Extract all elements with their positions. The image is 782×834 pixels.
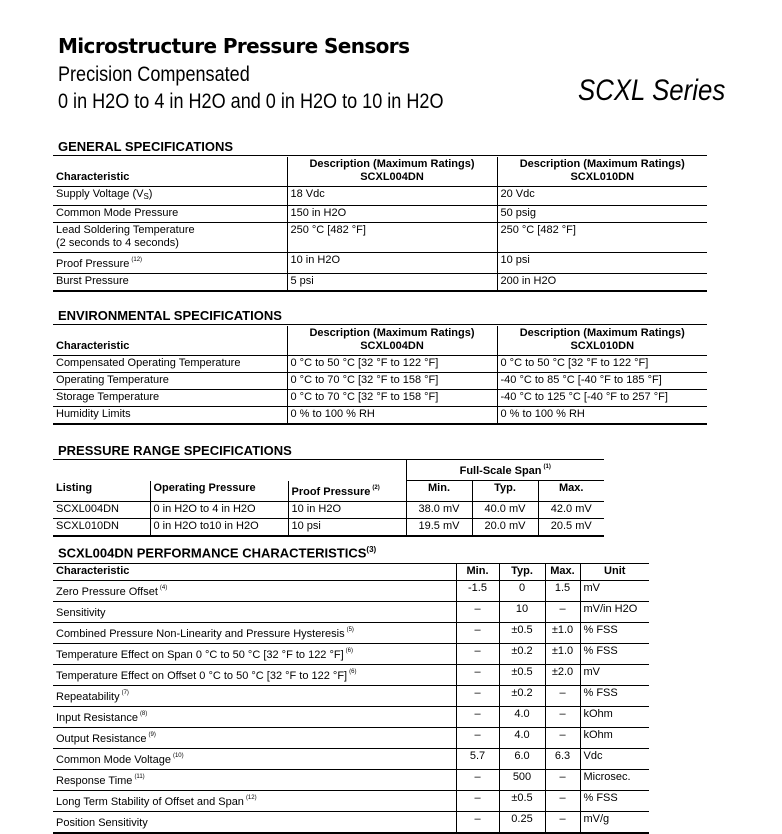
row-value-2: -40 °C to 85 °C [-40 °F to 185 °F] [497, 373, 707, 390]
footnote-ref: (6) [345, 648, 353, 654]
row-characteristic [53, 253, 287, 274]
cell-unit: mV [580, 665, 649, 686]
header-desc-2 [497, 326, 707, 356]
table-row [53, 602, 649, 623]
row-characteristic [53, 581, 456, 602]
cell-max: – [545, 770, 580, 791]
performance-table [53, 564, 649, 834]
cell-max: ±1.0 [545, 644, 580, 665]
cell-min: – [456, 623, 499, 644]
row-value-2: 200 in H2O [497, 274, 707, 292]
row-characteristic-line: Lead Soldering Temperature [56, 224, 195, 236]
footnote-ref: (8) [139, 711, 148, 717]
table-row [53, 253, 707, 274]
cell-typ: ±0.2 [499, 644, 545, 665]
cell-max: ±1.0 [545, 623, 580, 644]
header-characteristic: Characteristic [56, 171, 130, 183]
table-row [53, 644, 649, 665]
table-row [53, 206, 707, 223]
row-value-2: -40 °C to 125 °C [-40 °F to 257 °F] [497, 390, 707, 407]
cell-listing: SCXL010DN [56, 519, 119, 532]
footnote-ref: (12) [245, 795, 257, 801]
page-subtitle: Precision Compensated [58, 63, 250, 86]
table-header-row [53, 481, 604, 502]
general-specs-rule [53, 155, 707, 156]
cell-operating: 0 in H2O to10 in H2O [150, 518, 288, 536]
header-part: SCXL004DN [360, 340, 424, 352]
row-characteristic [53, 223, 287, 253]
row-characteristic-label: Temperature Effect on Offset 0 °C to 50 °C [32 °F to 122 °F] [56, 670, 348, 682]
general-specs-title: GENERAL SPECIFICATIONS [58, 139, 234, 154]
cell-max: ±2.0 [545, 665, 580, 686]
table-row [53, 770, 649, 791]
table-row [53, 581, 649, 602]
cell-typ: 4.0 [499, 707, 545, 728]
row-value-1: 250 °C [482 °F] [287, 223, 497, 253]
row-characteristic-label: Temperature Effect on Span 0 °C to 50 °C [32 °F to 122 °F] [56, 649, 344, 661]
table-row [53, 223, 707, 253]
footnote-ref: (6) [349, 669, 357, 675]
cell-typ: 4.0 [499, 728, 545, 749]
row-characteristic: Burst Pressure [56, 275, 129, 287]
full-scale-span-label: Full-Scale Span [459, 465, 542, 477]
row-characteristic: Operating Temperature [56, 374, 169, 386]
cell-typ: ±0.5 [499, 623, 545, 644]
table-row [53, 274, 707, 292]
row-characteristic [53, 812, 456, 834]
footnote-ref: (5) [346, 627, 354, 633]
cell-min: 19.5 mV [406, 518, 472, 536]
cell-min: 5.7 [456, 749, 499, 770]
table-row [53, 728, 649, 749]
cell-min: – [456, 686, 499, 707]
row-value-1: 5 psi [287, 274, 497, 292]
header-desc-label: Description (Maximum Ratings) [519, 327, 685, 339]
cell-typ: ±0.5 [499, 791, 545, 812]
header-full-scale-span [406, 460, 604, 481]
row-characteristic-label: Input Resistance [56, 712, 138, 724]
row-value-1: 0 °C to 50 °C [32 °F to 122 °F] [287, 356, 497, 373]
header-characteristic: Characteristic [56, 340, 130, 352]
row-characteristic [53, 770, 456, 791]
cell-max: – [545, 791, 580, 812]
footnote-ref: (10) [172, 753, 184, 759]
row-characteristic [53, 665, 456, 686]
cell-unit: % FSS [580, 791, 649, 812]
header-part: SCXL010DN [570, 340, 635, 352]
footnote-ref: (3) [366, 545, 377, 554]
row-value-2: 20 Vdc [497, 187, 707, 206]
cell-typ: ±0.2 [499, 686, 545, 707]
row-characteristic [53, 187, 287, 206]
row-characteristic-label: Zero Pressure Offset [56, 586, 158, 598]
table-header-row [53, 460, 604, 481]
cell-min: 38.0 mV [406, 501, 472, 518]
cell-max: – [545, 812, 580, 834]
table-header-row [53, 157, 707, 187]
table-row [53, 707, 649, 728]
header-proof-pressure [288, 481, 406, 502]
cell-typ: 500 [499, 770, 545, 791]
row-value-1: 0 % to 100 % RH [287, 407, 497, 425]
header-part: SCXL004DN [360, 171, 424, 183]
cell-unit: % FSS [580, 686, 649, 707]
row-characteristic-label: Common Mode Voltage [56, 754, 171, 766]
header-typ: Typ. [472, 481, 538, 502]
row-characteristic: Humidity Limits [56, 408, 131, 420]
cell-max: – [545, 602, 580, 623]
series-name: SCXL Series [578, 74, 726, 107]
cell-min: – [456, 602, 499, 623]
cell-min: – [456, 644, 499, 665]
cell-min: – [456, 791, 499, 812]
row-characteristic-label: Position Sensitivity [56, 817, 148, 829]
table-row [53, 187, 707, 206]
cell-min: – [456, 770, 499, 791]
row-characteristic [53, 623, 456, 644]
table-row [53, 390, 707, 407]
footnote-ref: (2) [372, 484, 380, 491]
header-typ: Typ. [499, 564, 545, 581]
row-characteristic-label: Proof Pressure [56, 258, 130, 270]
row-characteristic [53, 791, 456, 812]
footnote-ref: (9) [148, 732, 156, 738]
row-value-2: 10 psi [497, 253, 707, 274]
table-row [53, 623, 649, 644]
row-characteristic: Compensated Operating Temperature [56, 357, 241, 369]
table-row [53, 791, 649, 812]
environmental-specs-rule [53, 324, 707, 325]
row-value-1: 0 °C to 70 °C [32 °F to 158 °F] [287, 373, 497, 390]
row-characteristic: Storage Temperature [56, 391, 160, 403]
row-characteristic-label: Combined Pressure Non-Linearity and Pressure Hysteresis [56, 628, 345, 640]
cell-unit: mV/g [580, 812, 649, 834]
footnote-ref: (7) [121, 690, 129, 696]
table-row [53, 407, 707, 425]
row-characteristic-label: Repeatability [56, 691, 120, 703]
environmental-specs-title: ENVIRONMENTAL SPECIFICATIONS [58, 308, 282, 323]
table-header-row [53, 564, 649, 581]
table-row [53, 686, 649, 707]
table-row [53, 501, 604, 518]
cell-max: – [545, 707, 580, 728]
header-desc-label: Description (Maximum Ratings) [309, 158, 475, 170]
table-row [53, 373, 707, 390]
cell-unit: mV [580, 581, 649, 602]
table-row [53, 812, 649, 834]
header-desc-2 [497, 157, 707, 187]
page-title: Microstructure Pressure Sensors [58, 34, 410, 58]
cell-min: – [456, 707, 499, 728]
row-characteristic-label: Response Time [56, 775, 133, 787]
row-characteristic-label: Sensitivity [56, 607, 106, 619]
header-desc-label: Description (Maximum Ratings) [309, 327, 475, 339]
cell-typ: 6.0 [499, 749, 545, 770]
cell-listing: SCXL004DN [56, 502, 119, 515]
footnote-ref: (11) [134, 774, 145, 780]
cell-typ: 20.0 mV [472, 518, 538, 536]
cell-max: 20.5 mV [538, 518, 604, 536]
row-characteristic [53, 707, 456, 728]
header-max: Max. [538, 481, 604, 502]
cell-unit: kOhm [580, 728, 649, 749]
cell-max: 1.5 [545, 581, 580, 602]
general-specs-table [53, 157, 707, 292]
cell-proof: 10 in H2O [288, 501, 406, 518]
header-characteristic: Characteristic [56, 565, 130, 577]
cell-unit: Microsec. [580, 770, 649, 791]
header-desc-1 [287, 326, 497, 356]
header-listing: Listing [56, 481, 93, 494]
row-value-1: 10 in H2O [287, 253, 497, 274]
row-value-1: 150 in H2O [287, 206, 497, 223]
row-value-2: 0 °C to 50 °C [32 °F to 122 °F] [497, 356, 707, 373]
cell-typ: 0 [499, 581, 545, 602]
cell-max: 42.0 mV [538, 501, 604, 518]
header-desc-1 [287, 157, 497, 187]
header-operating-pressure: Operating Pressure [150, 481, 288, 502]
table-row [53, 665, 649, 686]
header-desc-label: Description (Maximum Ratings) [519, 158, 685, 170]
header-unit: Unit [580, 564, 649, 581]
cell-max: – [545, 686, 580, 707]
cell-unit: Vdc [580, 749, 649, 770]
footnote-ref: (1) [543, 464, 551, 470]
row-characteristic-line: (2 seconds to 4 seconds) [56, 237, 179, 249]
table-row [53, 356, 707, 373]
footnote-ref: (4) [159, 585, 168, 591]
row-characteristic [53, 728, 456, 749]
row-characteristic [53, 602, 456, 623]
performance-title-text: SCXL004DN PERFORMANCE CHARACTERISTICS [58, 545, 367, 561]
row-characteristic: Common Mode Pressure [56, 207, 179, 219]
row-value-2: 250 °C [482 °F] [497, 223, 707, 253]
cell-typ: 40.0 mV [472, 501, 538, 518]
row-characteristic [53, 686, 456, 707]
pressure-range-subtitle: 0 in H2O to 4 in H2O and 0 in H2O to 10 in H2O [58, 90, 444, 113]
footnote-ref: (12) [131, 257, 143, 263]
environmental-specs-table [53, 326, 707, 425]
row-value-1: 18 Vdc [287, 187, 497, 206]
cell-max: – [545, 728, 580, 749]
row-characteristic [53, 749, 456, 770]
row-characteristic-label: Output Resistance [56, 733, 147, 745]
row-characteristic [53, 644, 456, 665]
proof-pressure-label: Proof Pressure [291, 485, 371, 498]
header-max: Max. [545, 564, 580, 581]
header-min: Min. [406, 481, 472, 502]
cell-typ: ±0.5 [499, 665, 545, 686]
performance-title [58, 545, 376, 560]
row-value-2: 50 psig [497, 206, 707, 223]
pressure-range-title: PRESSURE RANGE SPECIFICATIONS [58, 443, 292, 458]
cell-typ: 10 [499, 602, 545, 623]
cell-proof: 10 psi [288, 518, 406, 536]
cell-unit: mV/in H2O [580, 602, 649, 623]
header-min: Min. [456, 564, 499, 581]
row-value-2: 0 % to 100 % RH [497, 407, 707, 425]
table-row [53, 749, 649, 770]
row-value-1: 0 °C to 70 °C [32 °F to 158 °F] [287, 390, 497, 407]
pressure-range-table [53, 460, 604, 537]
row-characteristic-label: Long Term Stability of Offset and Span [56, 796, 244, 808]
cell-min: – [456, 665, 499, 686]
supply-voltage-label: Supply Voltage $(V_S)$ [56, 188, 153, 201]
cell-min: -1.5 [456, 581, 499, 602]
cell-unit: % FSS [580, 644, 649, 665]
cell-min: – [456, 812, 499, 834]
cell-max: 6.3 [545, 749, 580, 770]
header-spacer [53, 460, 406, 481]
cell-operating: 0 in H2O to 4 in H2O [150, 501, 288, 518]
cell-typ: 0.25 [499, 812, 545, 834]
cell-unit: kOhm [580, 707, 649, 728]
cell-unit: % FSS [580, 623, 649, 644]
cell-min: – [456, 728, 499, 749]
table-header-row [53, 326, 707, 356]
table-row [53, 518, 604, 536]
header-part: SCXL010DN [570, 171, 635, 183]
